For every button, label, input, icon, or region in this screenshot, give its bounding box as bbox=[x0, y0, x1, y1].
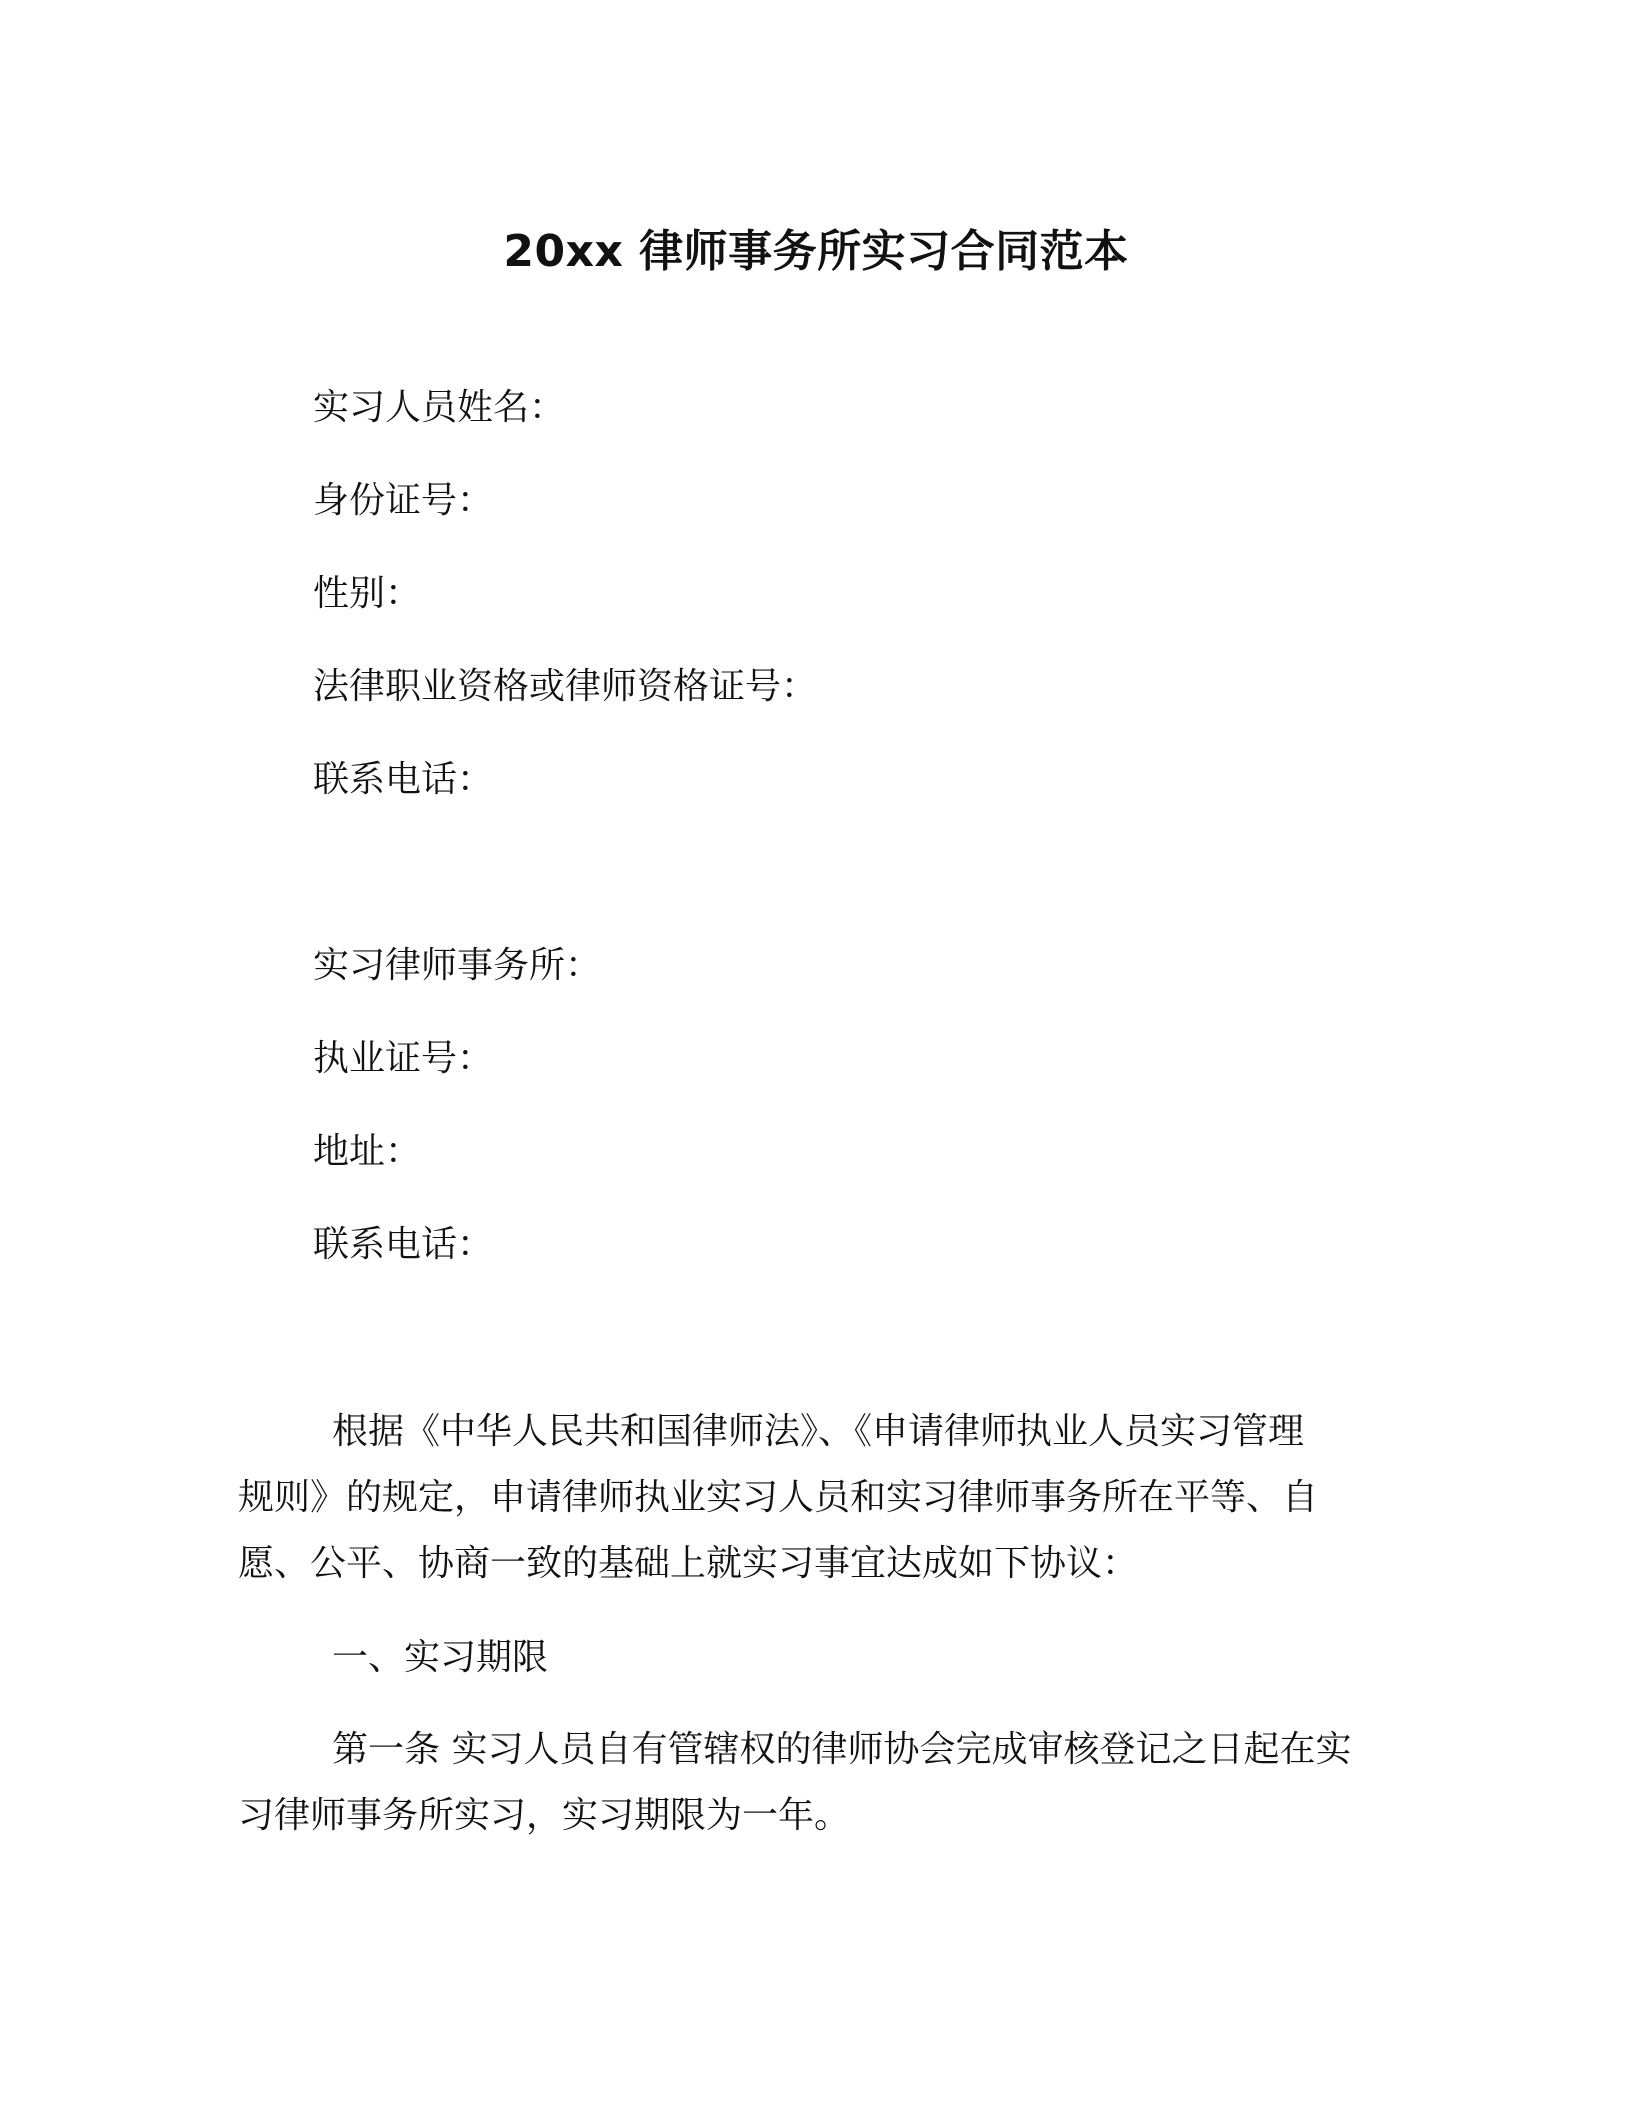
article-1-paragraph bbox=[238, 1717, 1378, 1849]
field-address: 地址： bbox=[313, 1131, 422, 1172]
field-firm-phone: 联系电话： bbox=[313, 1224, 494, 1265]
document-title: 20xx 律师事务所实习合同范本 bbox=[503, 226, 1129, 277]
section-heading-term: 一、实习期限 bbox=[332, 1637, 549, 1678]
field-gender: 性别： bbox=[313, 573, 422, 614]
preamble-line: 根据《中华人民共和国律师法》、《申请律师执业人员实习管理 bbox=[332, 1411, 1305, 1452]
preamble-paragraph bbox=[238, 1399, 1378, 1597]
field-id-number: 身份证号： bbox=[313, 480, 494, 521]
field-law-firm: 实习律师事务所： bbox=[313, 945, 602, 986]
preamble-line: 愿、公平、协商一致的基础上就实习事宜达成如下协议： bbox=[238, 1543, 1139, 1584]
preamble-line: 规则》的规定，申请律师执业实习人员和实习律师事务所在平等、自 bbox=[238, 1477, 1319, 1518]
field-qualification-number: 法律职业资格或律师资格证号： bbox=[313, 666, 818, 707]
article-line: 第一条 实习人员自有管辖权的律师协会完成审核登记之日起在实 bbox=[332, 1729, 1352, 1770]
field-intern-phone: 联系电话： bbox=[313, 759, 494, 800]
article-line: 习律师事务所实习，实习期限为一年。 bbox=[238, 1795, 851, 1836]
field-license-number: 执业证号： bbox=[313, 1038, 494, 1079]
field-intern-name: 实习人员姓名： bbox=[313, 387, 566, 428]
